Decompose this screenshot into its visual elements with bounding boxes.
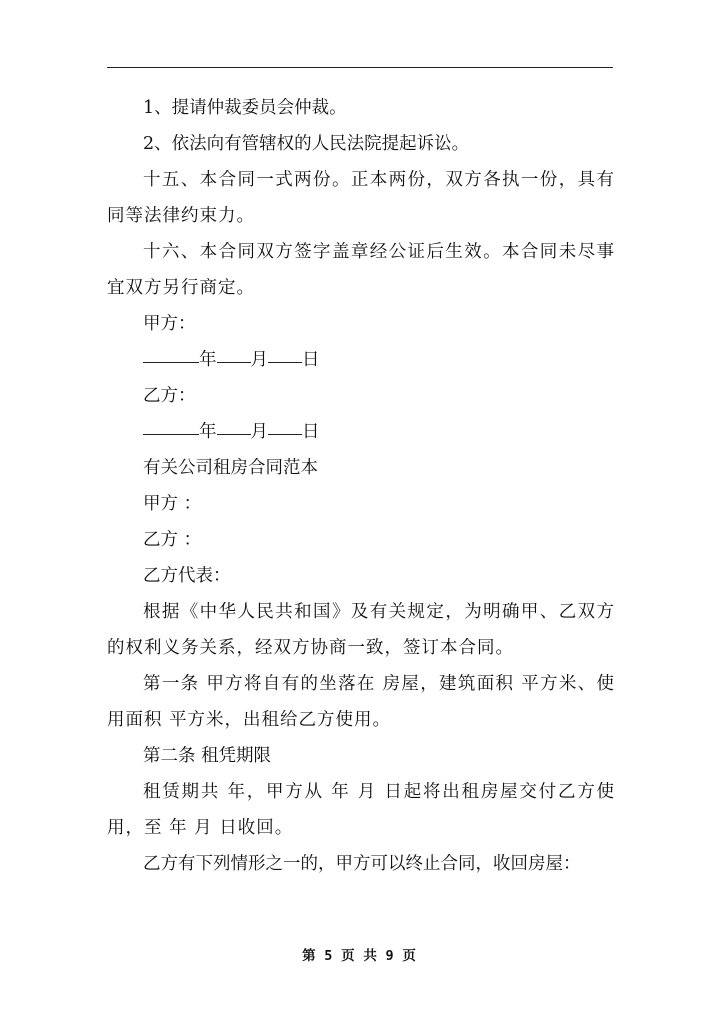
date-day-label: 日 [302, 422, 320, 442]
page-total: 9 [385, 948, 396, 964]
document-body [107, 90, 615, 882]
date-month-label: 月 [250, 350, 268, 370]
blank-year [143, 344, 199, 363]
date-line-party-a [107, 342, 615, 378]
header-rule [107, 67, 613, 68]
paragraph-preamble: 根据《中华人民共和国》及有关规定，为明确甲、乙双方的权利义务关系，经双方协商一致，签订本合同。 [107, 602, 615, 658]
contract-title: 有关公司租房合同范本 [143, 458, 318, 478]
heading-article-2: 第二条 租凭期限 [143, 746, 272, 766]
footer-suffix: 页 [402, 948, 418, 964]
paragraph-article-16: 十六、本合同双方签字盖章经公证后生效。本合同未尽事宜双方另行商定。 [107, 242, 615, 298]
paragraph-lease-term: 租赁期共 年，甲方从 年 月 日起将出租房屋交付乙方使用，至 年 月 日收回。 [107, 782, 615, 838]
blank-day [268, 416, 302, 435]
footer-mid: 页 共 [341, 948, 379, 964]
blank-month [217, 344, 251, 363]
blank-month [217, 416, 251, 435]
date-month-label: 月 [250, 422, 268, 442]
party-b-label: 乙方： [143, 386, 196, 406]
blank-day [268, 344, 302, 363]
party-a-field: 甲方 ： [143, 494, 202, 514]
paragraph-article-1: 第一条 甲方将自有的坐落在 房屋，建筑面积 平方米、使用面积 平方米，出租给乙方使用。 [107, 674, 615, 730]
paragraph-termination: 乙方有下列情形之一的，甲方可以终止合同，收回房屋： [143, 854, 581, 874]
party-a-label: 甲方： [143, 314, 196, 334]
date-year-label: 年 [199, 422, 217, 442]
page-current: 5 [324, 948, 335, 964]
blank-year [143, 416, 199, 435]
paragraph-arbitration: 1、提请仲裁委员会仲裁。 [143, 98, 347, 118]
date-line-party-b [107, 414, 615, 450]
paragraph-article-15: 十五、本合同一式两份。正本两份，双方各执一份，具有同等法律约束力。 [107, 170, 615, 226]
date-day-label: 日 [302, 350, 320, 370]
page-footer [0, 944, 720, 964]
date-year-label: 年 [199, 350, 217, 370]
party-b-field: 乙方 ： [143, 530, 202, 550]
party-b-representative: 乙方代表： [143, 566, 231, 586]
footer-prefix: 第 [302, 948, 318, 964]
paragraph-litigation: 2、依法向有管辖权的人民法院提起诉讼。 [143, 134, 470, 154]
